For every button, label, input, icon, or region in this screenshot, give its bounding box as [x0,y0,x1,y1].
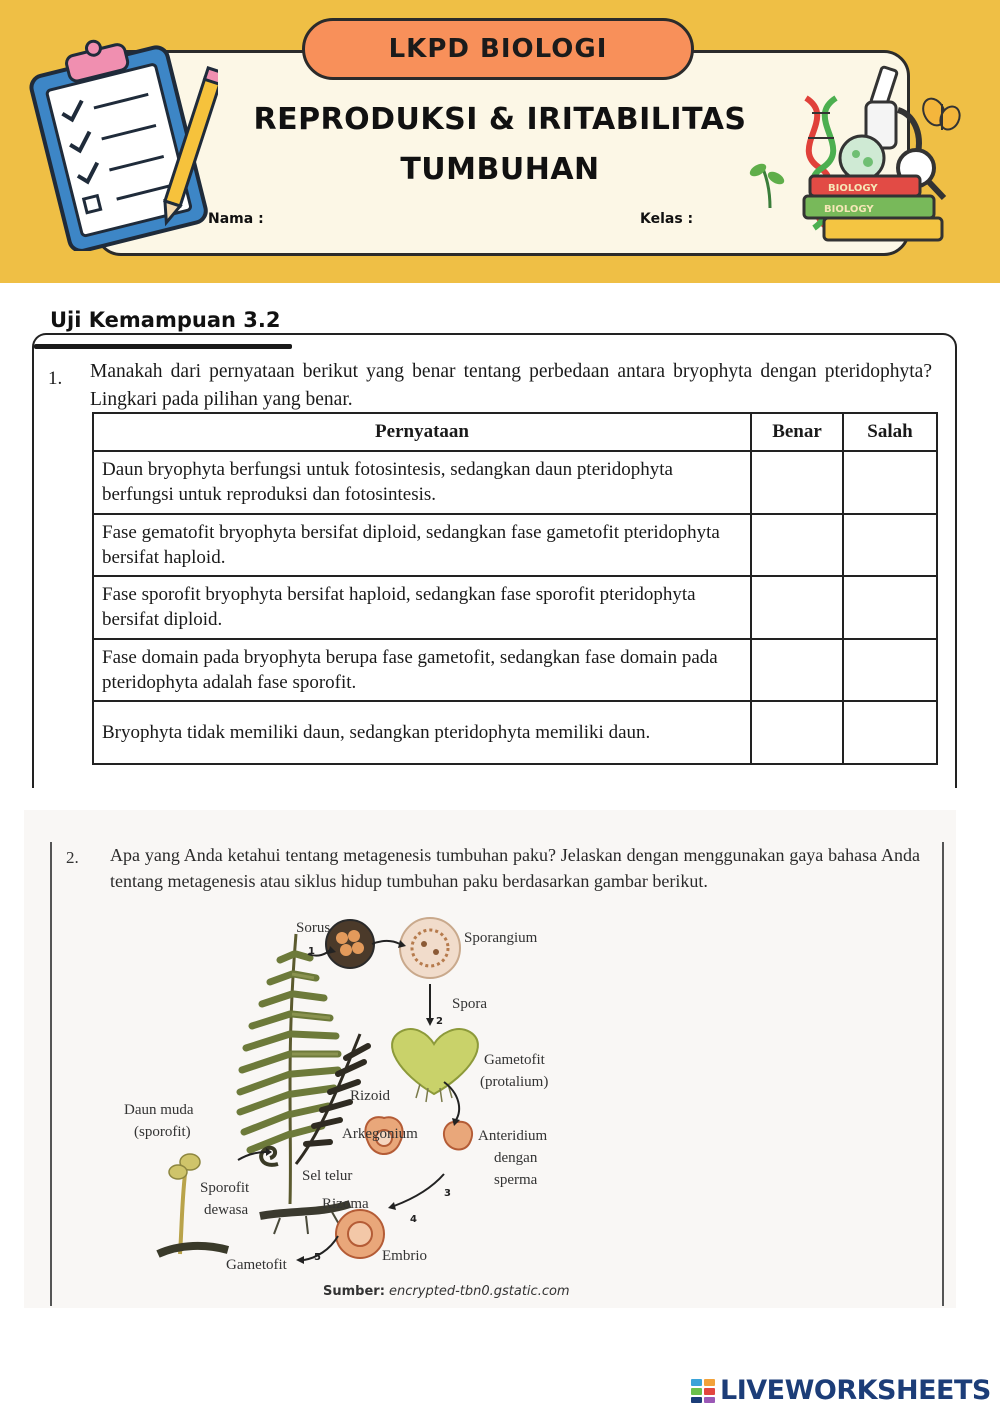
worksheet-title-line-2: TUMBUHAN [400,152,600,187]
statement-cell: Fase domain pada bryophyta berupa fase gametofit, sedangkan fase domain pada pteridophyta adalah fase sporofit. [93,639,751,702]
sporangium-illustration [400,918,460,978]
label-spora: Spora [452,996,487,1012]
false-answer-cell[interactable] [843,639,937,702]
label-daun-muda-1: Daun muda [124,1102,194,1118]
false-answer-cell[interactable] [843,451,937,514]
label-arkegonium: Arkegonium [342,1126,418,1142]
worksheet-title-line-1: REPRODUKSI & IRITABILITAS [253,102,747,137]
question-1-text: Manakah dari pernyataan berikut yang benar tentang perbedaan antara bryophyta dengan pteridophyta? Lingkari pada pilihan yang benar. [90,361,932,410]
table-row [93,451,937,514]
butterfly-icon [919,95,963,133]
table-header-row [93,413,937,451]
table-row [93,701,937,764]
image-source-caption [323,1284,570,1299]
fern-frond-illustration [240,934,368,1234]
prothallium-illustration [392,1029,478,1102]
book-label-1: BIOLOGY [828,183,878,194]
label-gametofit-protalium-2: (protalium) [480,1074,549,1090]
label-sporofit-dewasa-2: dewasa [204,1202,249,1218]
label-embrio: Embrio [382,1248,427,1264]
question-1-number: 1. [48,368,63,389]
book-label-2: BIOLOGY [824,204,874,215]
frame-right-border [942,842,944,1306]
step-number-2: 2 [436,1016,443,1027]
false-answer-cell[interactable] [843,576,937,639]
step-number-5: 5 [314,1252,321,1263]
section-heading: Uji Kemampuan 3.2 [50,308,281,332]
books-icon [804,176,942,240]
step-number-1: 1 [308,946,315,957]
name-field-label: Nama : [208,211,264,227]
brand-text: LIVEWORKSHEETS [720,1375,991,1406]
label-anteridium-1: Anteridium [478,1128,548,1144]
false-answer-cell[interactable] [843,514,937,577]
embryo-illustration [336,1210,384,1258]
true-answer-cell[interactable] [751,576,843,639]
heading-underline [34,344,292,349]
label-gametofit: Gametofit [226,1257,287,1273]
label-anteridium-2: dengan [494,1150,538,1166]
label-sporangium: Sporangium [464,930,538,946]
worksheet-label-pill: LKPD BIOLOGI [302,18,694,80]
clipboard-checklist-icon [28,36,218,251]
fern-life-cycle-diagram [110,914,610,1279]
header-statement: Pernyataan [93,413,751,451]
question-2-text: Apa yang Anda ketahui tentang metagenesis tumbuhan paku? Jelaskan dengan menggunakan gaya bahasa Anda tentang metagenesis atau siklus hidup tumbuhan paku berdasarkan gambar berikut. [110,845,920,891]
science-illustration [748,58,963,248]
statement-table [92,412,938,765]
antheridium-illustration [444,1122,472,1150]
class-field-label: Kelas : [640,211,694,227]
label-sporofit-dewasa-1: Sporofit [200,1180,250,1196]
label-rizoma: Rizoma [322,1196,369,1212]
table-row [93,576,937,639]
liveworksheets-logo-icon [690,1378,716,1404]
true-answer-cell[interactable] [751,451,843,514]
label-gametofit-protalium-1: Gametofit [484,1052,545,1068]
statement-cell: Daun bryophyta berfungsi untuk fotosintesis, sedangkan daun pteridophyta berfungsi untuk reproduksi dan fotosintesis. [93,451,751,514]
true-answer-cell[interactable] [751,701,843,764]
table-row [93,639,937,702]
statement-cell: Fase gematofit bryophyta bersifat diploid, sedangkan fase gametofit pteridophyta bersifat haploid. [93,514,751,577]
statement-cell: Fase sporofit bryophyta bersifat haploid, sedangkan fase sporofit pteridophyta bersifat diploid. [93,576,751,639]
header-false: Salah [843,413,937,451]
step-number-3: 3 [444,1188,451,1199]
liveworksheets-brand [690,1375,991,1406]
label-sorus: Sorus [296,920,331,936]
source-label: Sumber: [323,1284,385,1299]
frame-left-border [50,842,52,1306]
source-value: encrypted-tbn0.gstatic.com [389,1284,570,1299]
plant-icon [748,161,786,208]
worksheet-header [0,0,1000,283]
statement-cell: Bryophyta tidak memiliki daun, sedangkan pteridophyta memiliki daun. [93,701,751,764]
label-sel-telur: Sel telur [302,1168,353,1184]
step-number-4: 4 [410,1214,417,1225]
label-rizoid: Rizoid [350,1088,390,1104]
table-row [93,514,937,577]
question-2-number: 2. [66,848,79,867]
true-answer-cell[interactable] [751,514,843,577]
sorus-illustration [326,920,374,968]
true-answer-cell[interactable] [751,639,843,702]
label-daun-muda-2: (sporofit) [134,1124,191,1140]
label-anteridium-3: sperma [494,1172,538,1188]
header-true: Benar [751,413,843,451]
false-answer-cell[interactable] [843,701,937,764]
